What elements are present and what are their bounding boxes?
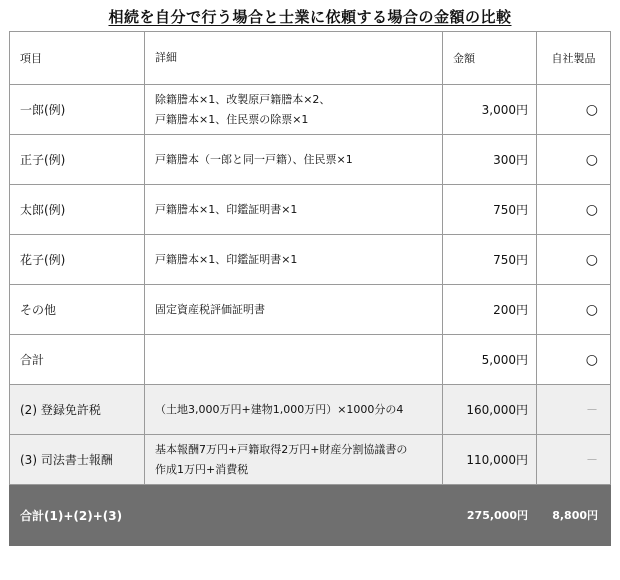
table-row — [10, 335, 611, 385]
row-own-mark: ○ — [537, 135, 611, 185]
total-amount: 275,000円 — [443, 485, 537, 546]
row-detail: 戸籍謄本（一郎と同一戸籍）、住民票×1 — [145, 135, 443, 185]
row-own-mark: ○ — [537, 285, 611, 335]
row-own-mark: － — [537, 435, 611, 485]
total-label: 合計(1)+(2)+(3) — [10, 485, 145, 546]
header-own: 自社製品 — [537, 32, 611, 85]
table-row — [10, 185, 611, 235]
table-row-registration-tax — [10, 385, 611, 435]
row-amount: 300円 — [443, 135, 537, 185]
row-detail: 除籍謄本×1、改製原戸籍謄本×2、 戸籍謄本×1、住民票の除票×1 — [145, 85, 443, 135]
row-own-mark: ○ — [537, 85, 611, 135]
total-detail — [145, 485, 443, 546]
row-detail: 戸籍謄本×1、印鑑証明書×1 — [145, 185, 443, 235]
row-item: 合計 — [10, 335, 145, 385]
total-own: 8,800円 — [537, 485, 611, 546]
row-detail: （土地3,000万円+建物1,000万円）×1000分の4 — [145, 385, 443, 435]
header-amount: 金額 — [443, 32, 537, 85]
row-item: その他 — [10, 285, 145, 335]
row-item: 一郎(例) — [10, 85, 145, 135]
row-own-mark: － — [537, 385, 611, 435]
table-row-scrivener-fee — [10, 435, 611, 485]
table-total-row — [10, 485, 611, 546]
row-item: 太郎(例) — [10, 185, 145, 235]
row-amount: 750円 — [443, 235, 537, 285]
comparison-table — [9, 31, 611, 546]
page-title: 相続を自分で行う場合と士業に依頼する場合の金額の比較 — [108, 8, 512, 26]
table-row — [10, 285, 611, 335]
table-header-row — [10, 32, 611, 85]
table-row — [10, 85, 611, 135]
row-amount: 5,000円 — [443, 335, 537, 385]
table-row — [10, 135, 611, 185]
header-item: 項目 — [10, 32, 145, 85]
row-detail: 戸籍謄本×1、印鑑証明書×1 — [145, 235, 443, 285]
row-detail: 固定資産税評価証明書 — [145, 285, 443, 335]
row-amount: 750円 — [443, 185, 537, 235]
row-item: 正子(例) — [10, 135, 145, 185]
row-own-mark: ○ — [537, 235, 611, 285]
row-amount: 160,000円 — [443, 385, 537, 435]
row-own-mark: ○ — [537, 185, 611, 235]
row-amount: 3,000円 — [443, 85, 537, 135]
row-item: (2) 登録免許税 — [10, 385, 145, 435]
row-amount: 110,000円 — [443, 435, 537, 485]
row-amount: 200円 — [443, 285, 537, 335]
header-detail: 詳細 — [145, 32, 443, 85]
row-detail — [145, 335, 443, 385]
table-row — [10, 235, 611, 285]
row-item: (3) 司法書士報酬 — [10, 435, 145, 485]
row-detail: 基本報酬7万円+戸籍取得2万円+財産分割協議書の 作成1万円+消費税 — [145, 435, 443, 485]
row-item: 花子(例) — [10, 235, 145, 285]
row-own-mark: ○ — [537, 335, 611, 385]
